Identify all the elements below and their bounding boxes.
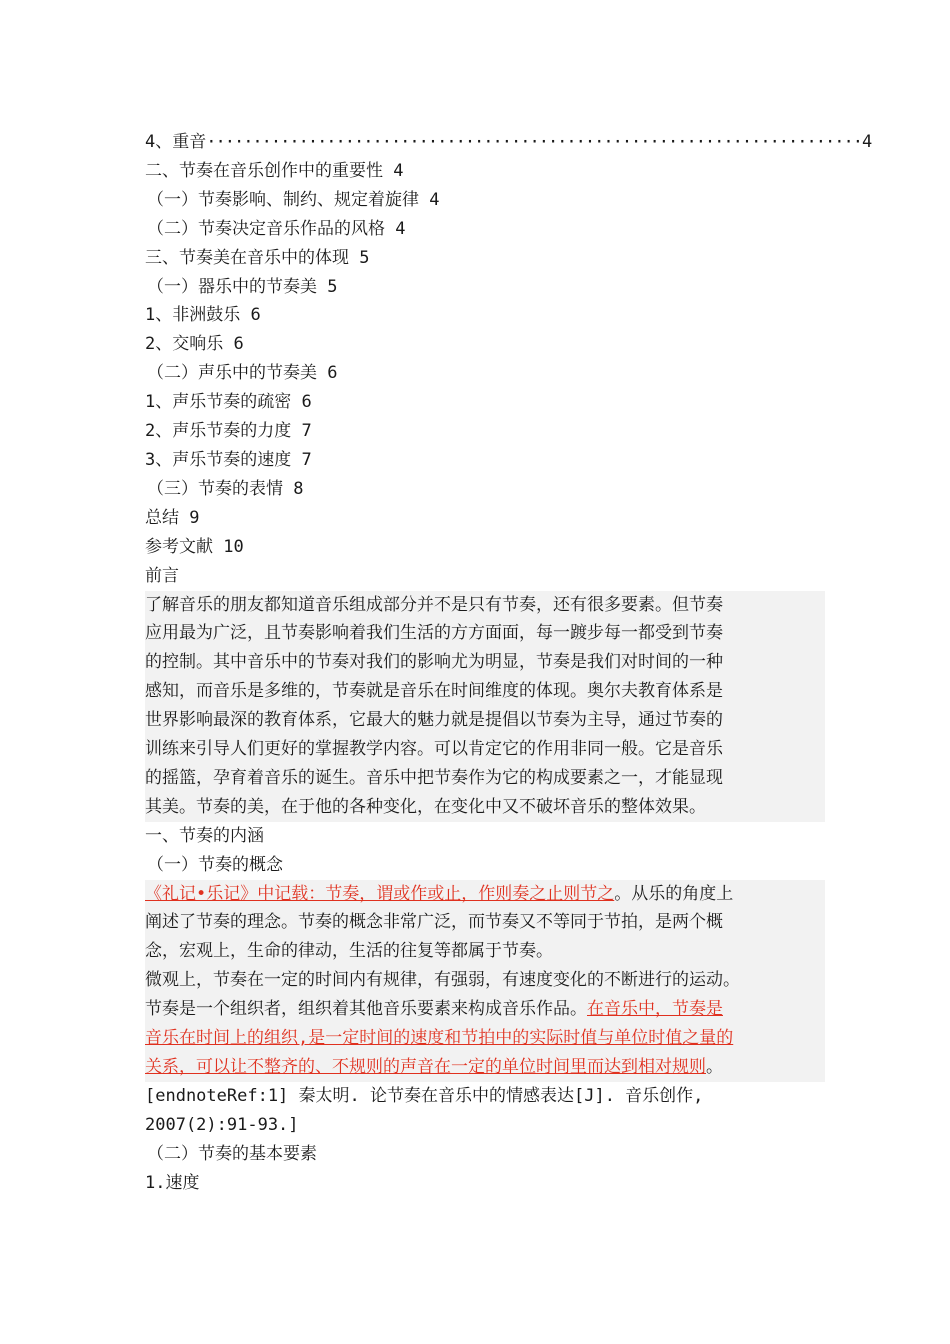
paragraph-line: 训练来引导人们更好的掌握教学内容。可以肯定它的作用非同一般。它是音乐 (145, 735, 825, 764)
paragraph-line: 世界影响最深的教育体系，它最大的魅力就是提倡以节奏为主导，通过节奏的 (145, 706, 825, 735)
toc-entry: 参考文献 10 (145, 536, 244, 557)
toc-entry: 1、非洲鼓乐 6 (145, 305, 261, 326)
toc-entry: 三、节奏美在音乐中的体现 5 (145, 247, 370, 268)
citation-highlight[interactable]: 在音乐中，节奏是 (587, 999, 723, 1020)
paragraph-line: 的摇篮，孕育着音乐的诞生。音乐中把节奏作为它的构成要素之一，才能显现 (145, 764, 825, 793)
toc-entry: （二）声乐中的节奏美 6 (147, 363, 338, 384)
subsection-heading: （二）节奏的基本要素 (147, 1143, 317, 1164)
subsection-heading: （一）节奏的概念 (147, 854, 283, 875)
concept-paragraph (145, 880, 825, 1082)
toc-entry: （一）节奏影响、制约、规定着旋律 4 (147, 189, 440, 210)
toc-entry: 1、声乐节奏的疏密 6 (145, 392, 312, 413)
paragraph-line: 阐述了节奏的理念。节奏的概念非常广泛，而节奏又不等同于节拍，是两个概 (145, 908, 825, 937)
paragraph-line: 的控制。其中音乐中的节奏对我们的影响尤为明显，节奏是我们对时间的一种 (145, 648, 825, 677)
paragraph-line (145, 1053, 825, 1082)
toc-page-number: 4 (861, 132, 873, 152)
paragraph-line: 其美。节奏的美，在于他的各种变化，在变化中又不破坏音乐的整体效果。 (145, 793, 825, 822)
paragraph-line (145, 995, 825, 1024)
section-heading: 一、节奏的内涵 (145, 825, 264, 846)
paragraph-line (145, 880, 825, 909)
item-heading: 1.速度 (145, 1172, 200, 1193)
paragraph-line: 微观上，节奏在一定的时间内有规律，有强弱，有速度变化的不断进行的运动。 (145, 966, 825, 995)
toc-entry (145, 128, 873, 157)
paragraph-line (145, 1024, 825, 1053)
citation-highlight[interactable]: 音乐在时间上的组织,是一定时间的速度和节拍中的实际时值与单位时值之量的 (145, 1028, 734, 1049)
toc-entry: （三）节奏的表情 8 (147, 478, 304, 499)
toc-entry: （二）节奏决定音乐作品的风格 4 (147, 218, 406, 239)
text-span: 。 (706, 1057, 723, 1077)
toc-entry: 3、声乐节奏的速度 7 (145, 449, 312, 470)
paragraph-line: 了解音乐的朋友都知道音乐组成部分并不是只有节奏，还有很多要素。但节奏 (145, 591, 825, 620)
toc-entry: 2、交响乐 6 (145, 334, 244, 355)
preface-heading: 前言 (145, 565, 179, 586)
preface-paragraph (145, 591, 825, 822)
citation-highlight[interactable]: 关系，可以让不整齐的、不规则的声音在一定的单位时间里而达到相对规则 (145, 1057, 706, 1077)
citation-highlight[interactable]: 《礼记•乐记》中记载：节奏，谓或作或止，作则奏之止则节之 (145, 883, 615, 904)
table-of-contents (145, 128, 873, 562)
paragraph-line: 感知，而音乐是多维的，节奏就是音乐在时间维度的体现。奥尔夫教育体系是 (145, 677, 825, 706)
toc-leader-dots: ······································································· (206, 132, 862, 152)
paragraph-line: 应用最为广泛，且节奏影响着我们生活的方方面面，每一踱步每一都受到节奏 (145, 619, 825, 648)
endnote-reference: 2007(2):91-93.] (145, 1114, 299, 1135)
toc-entry: 2、声乐节奏的力度 7 (145, 421, 312, 442)
toc-entry-title: 4、重音 (145, 132, 207, 152)
endnote-reference: [endnoteRef:1] 秦太明. 论节奏在音乐中的情感表达[J]. 音乐创作, (145, 1085, 704, 1106)
paragraph-line: 念，宏观上，生命的律动，生活的往复等都属于节奏。 (145, 937, 825, 966)
toc-entry: （一）器乐中的节奏美 5 (147, 276, 338, 297)
document-page (145, 128, 873, 1198)
toc-entry: 二、节奏在音乐创作中的重要性 4 (145, 160, 404, 181)
text-span: 。从乐的角度上 (614, 883, 734, 904)
toc-entry: 总结 9 (145, 507, 200, 528)
text-span: 节奏是一个组织者，组织着其他音乐要素来构成音乐作品。 (145, 999, 587, 1020)
